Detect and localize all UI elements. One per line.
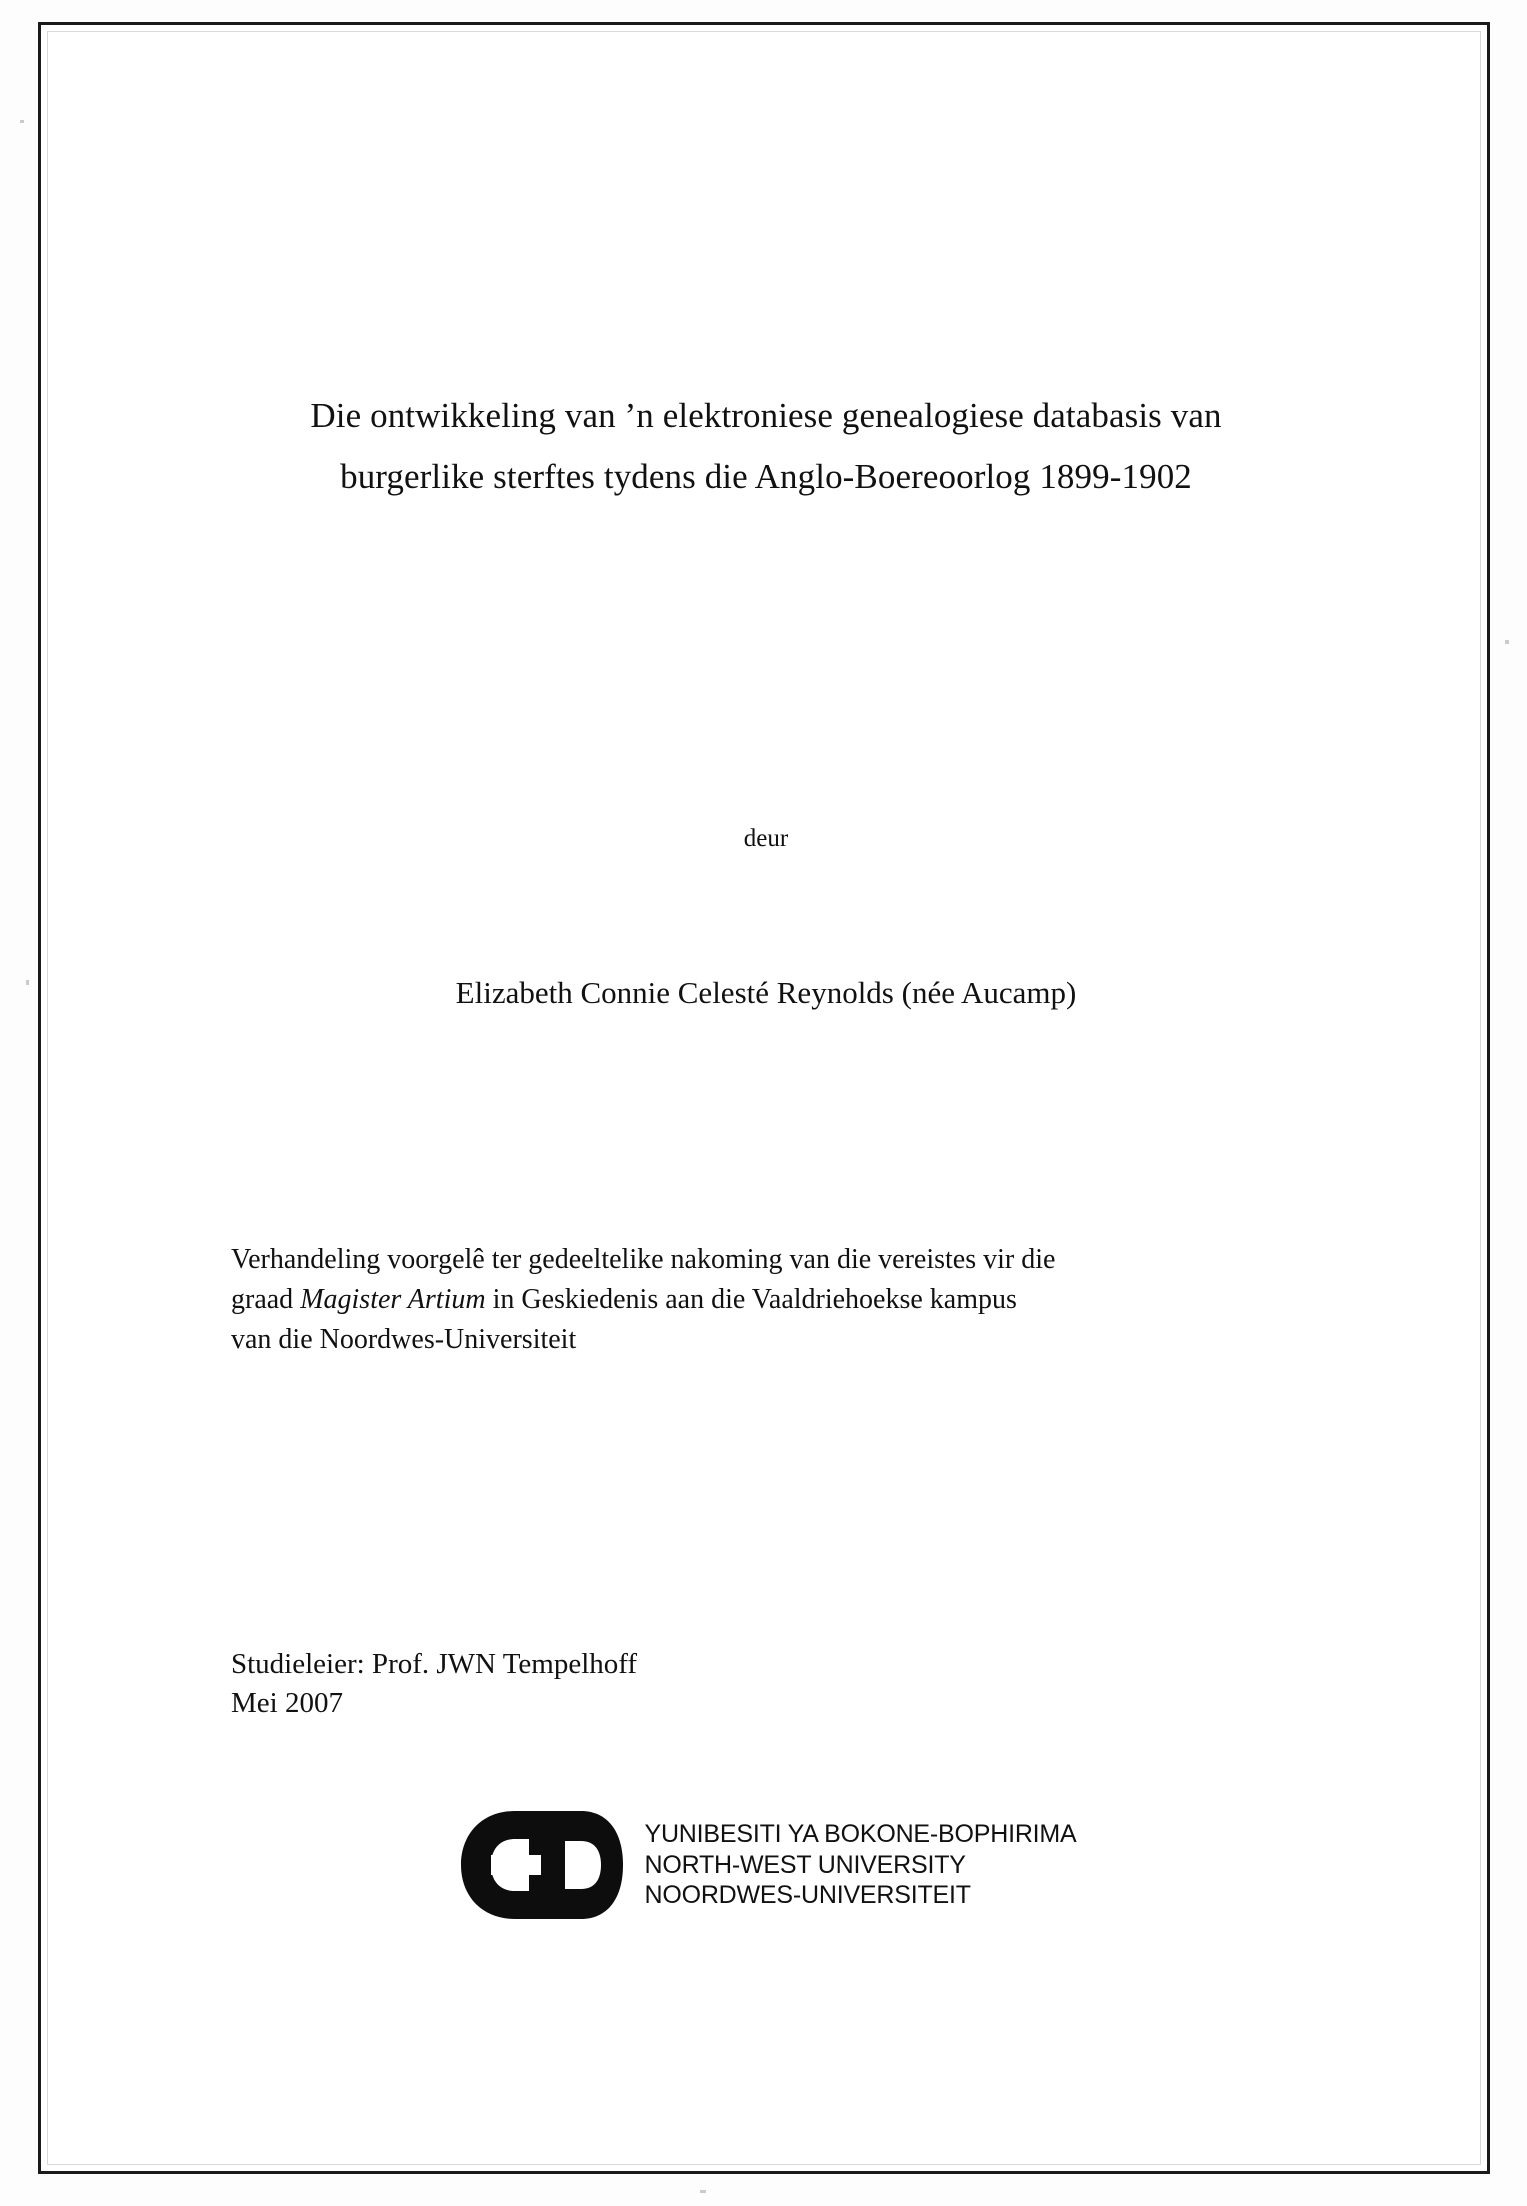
logo-line-2: NORTH-WEST UNIVERSITY: [644, 1850, 966, 1879]
date-line: Mei 2007: [231, 1687, 343, 1720]
scan-speckle: [1505, 640, 1509, 644]
supervisor-line: Studieleier: Prof. JWN Tempelhoff: [231, 1648, 638, 1680]
statement-line-2: [231, 1280, 1301, 1320]
author-name: Elizabeth Connie Celesté Reynolds (née Aucamp): [455, 975, 1077, 1010]
statement-line-3: van die Noordwes-Universiteit: [231, 1323, 577, 1355]
page-border: [38, 22, 1490, 2174]
logo-line-3: NOORDWES-UNIVERSITEIT: [644, 1881, 971, 1910]
scan-speckle: [700, 2190, 706, 2193]
statement-line-1: Verhandeling voorgelê ter gedeeltelike nakoming van die vereistes vir die: [231, 1244, 1056, 1275]
statement-line-2-prefix: graad: [231, 1283, 301, 1315]
title-page-content: [181, 25, 1351, 2171]
scan-speckle: [20, 120, 24, 123]
title-line-2: burgerlike sterftes tydens die Anglo-Boereoorlog 1899-1902: [340, 457, 1192, 497]
north-west-university-logo-icon: [455, 1805, 630, 1925]
supervisor-block: [231, 1645, 1131, 1723]
byline-label: deur: [743, 825, 789, 852]
degree-statement: [231, 1240, 1301, 1359]
university-logo: [181, 1805, 1351, 1925]
page-title: [181, 385, 1351, 508]
university-logo-text: [644, 1819, 1076, 1911]
statement-line-2-suffix: in Geskiedenis aan die Vaaldriehoekse kampus: [485, 1283, 1017, 1315]
logo-line-1: YUNIBESITI YA BOKONE-BOPHIRIMA: [644, 1820, 1077, 1849]
scan-speckle: [26, 980, 29, 985]
title-line-1: Die ontwikkeling van ’n elektroniese genealogiese databasis van: [310, 396, 1222, 435]
degree-name: Magister Artium: [300, 1283, 486, 1315]
